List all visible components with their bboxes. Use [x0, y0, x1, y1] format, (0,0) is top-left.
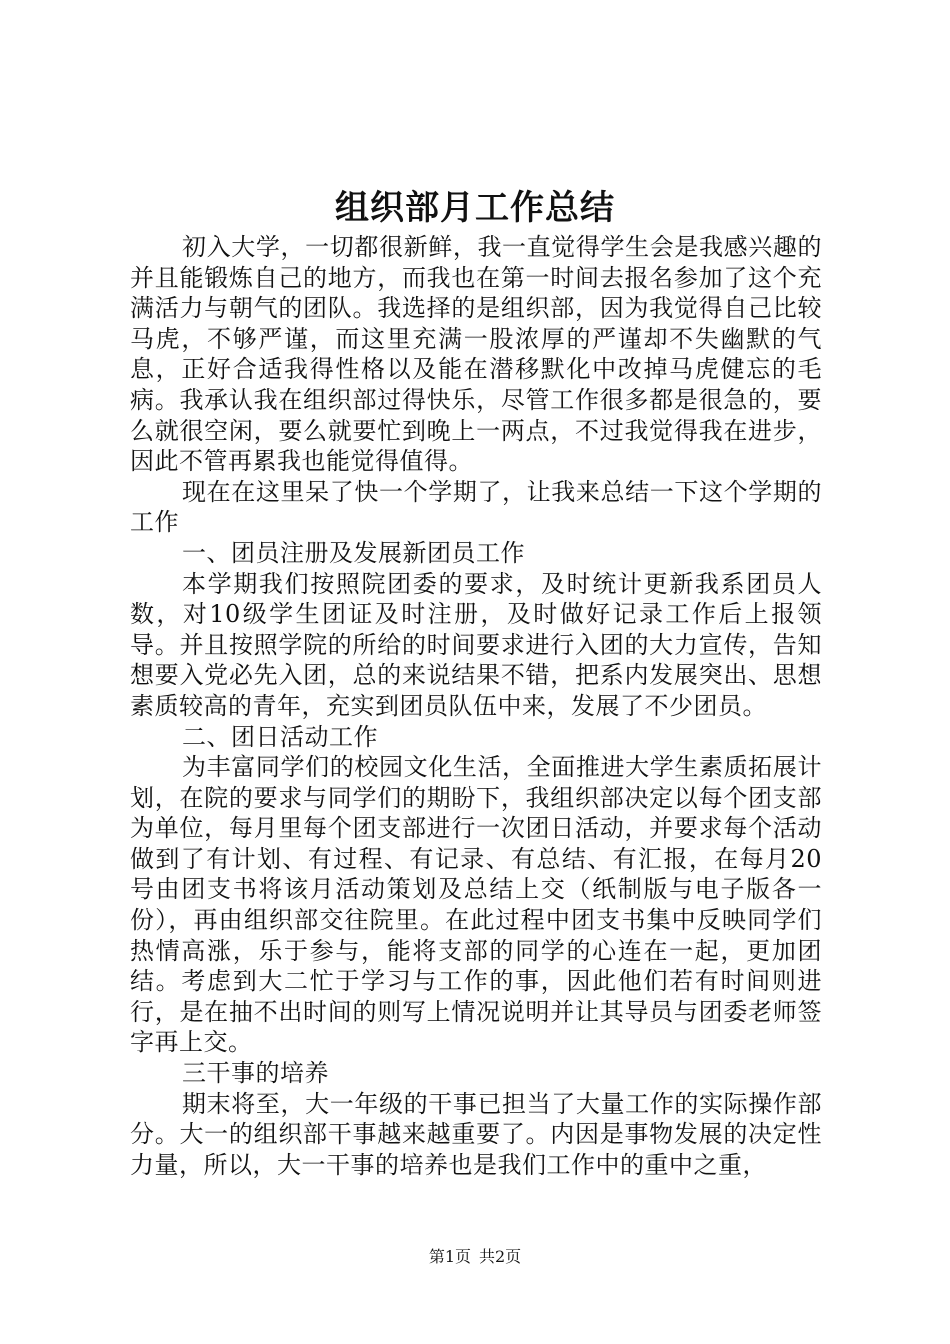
document-body: [130, 232, 822, 1180]
page-total: 共2页: [479, 1247, 522, 1266]
paragraph-section-3: 期末将至，大一年级的干事已担当了大量工作的实际操作部分。大一的组织部干事越来越重要了。内因是事物发展的决定性力量，所以，大一干事的培养也是我们工作中的重中之重，: [130, 1089, 822, 1179]
page-number: 第1页: [428, 1247, 471, 1266]
paragraph-section-1: 本学期我们按照院团委的要求，及时统计更新我系团员人数，对10级学生团证及时注册，及时做好记录工作后上报领导。并且按照学院的所给的时间要求进行入团的大力宣传，告知想要入党必先入团，总的来说结果不错，把系内发展突出、思想素质较高的青年，充实到团员队伍中来，发展了不少团员。: [130, 569, 822, 720]
section-heading-3: 三干事的培养: [182, 1059, 329, 1088]
section-heading-1: 一、团员注册及发展新团员工作: [182, 538, 525, 567]
document-title: 组织部月工作总结: [335, 188, 615, 228]
paragraph-summary-lead: 现在在这里呆了快一个学期了，让我来总结一下这个学期的工作: [130, 477, 822, 537]
section-heading-2: 二、团日活动工作: [182, 722, 378, 751]
page-footer: [0, 1246, 950, 1268]
paragraph-section-2: 为丰富同学们的校园文化生活，全面推进大学生素质拓展计划，在院的要求与同学们的期盼下，我组织部决定以每个团支部为单位，每月里每个团支部进行一次团日活动，并要求每个活动做到了有计划、有过程、有记录、有总结、有汇报，在每月20号由团支书将该月活动策划及总结上交（纸制版与电子版各一份），再由组织部交往院里。在此过程中团支书集中反映同学们热情高涨，乐于参与，能将支部的同学的心连在一起，更加团结。考虑到大二忙于学习与工作的事，因此他们若有时间则进行，是在抽不出时间的则写上情况说明并让其导员与团委老师签字再上交。: [130, 753, 822, 1057]
paragraph-intro: 初入大学，一切都很新鲜，我一直觉得学生会是我感兴趣的并且能锻炼自己的地方，而我也在第一时间去报名参加了这个充满活力与朝气的团队。我选择的是组织部，因为我觉得自己比较马虎，不够严谨，而这里充满一股浓厚的严谨却不失幽默的气息，正好合适我得性格以及能在潜移默化中改掉马虎健忘的毛病。我承认我在组织部过得快乐，尽管工作很多都是很急的，要么就很空闲，要么就要忙到晚上一两点，不过我觉得我在进步，因此不管再累我也能觉得值得。: [130, 233, 822, 476]
